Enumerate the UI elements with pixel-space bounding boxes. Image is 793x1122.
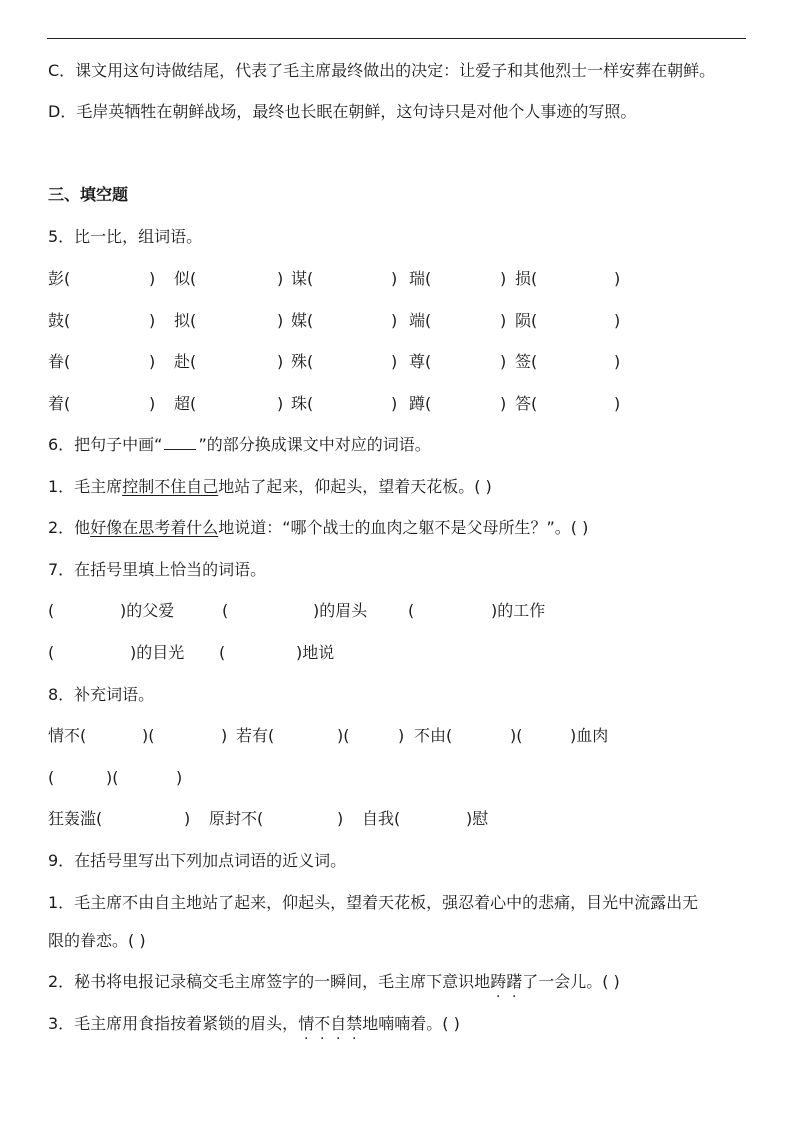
q5-char-r4c4: 蹲( — [409, 394, 432, 413]
q5-char-r3c3: 殊( — [291, 352, 314, 371]
q5-char-r2c2: 拟( — [174, 311, 197, 330]
q6-title-pre: 6．把句子中画“ — [48, 435, 163, 454]
q5-char-r1c2: 似( — [174, 269, 197, 288]
q6-s1-post: 地站了起来，仰起头，望着天花板。( ) — [218, 477, 492, 496]
q5-char-r3c1: 眷( — [48, 352, 71, 371]
q5-close-r2c4: ) — [500, 311, 507, 330]
q8-r3-a: 狂轰滥( — [48, 809, 103, 828]
q6-title-post: ”的部分换成课文中对应的词语。 — [198, 435, 431, 454]
q9-sentence-1a: 1．毛主席不由自主地站了起来，仰起头，望着天花板，强忍着心中的悲痛，目光中流露出无 — [48, 893, 699, 912]
q5-close-r3c1: ) — [149, 352, 156, 371]
q8-r2-a: ( — [48, 768, 55, 787]
q8-r1-g: 不由( — [414, 726, 453, 745]
q5-close-r2c2: ) — [277, 311, 284, 330]
q7-r2-item-1: )的目光 — [130, 643, 185, 662]
q5-close-r2c1: ) — [149, 311, 156, 330]
q8-r1-c: ) — [221, 726, 228, 745]
q7-r1-item-3: )的工作 — [491, 601, 546, 620]
q9-s2-dotted-2: 躇 — [506, 972, 523, 991]
q8-title: 8．补充词语。 — [48, 685, 155, 704]
top-rule — [47, 38, 746, 39]
q5-close-r4c2: ) — [277, 394, 284, 413]
q8-r1-d: 若有( — [236, 726, 275, 745]
q8-r2-c: ) — [176, 768, 183, 787]
q5-char-r1c4: 瑞( — [409, 269, 432, 288]
q5-char-r3c4: 尊( — [409, 352, 432, 371]
q7-r2-item-2: )地说 — [296, 643, 335, 662]
q9-s3-dotted-3: 自 — [330, 1014, 347, 1033]
q9-s2-post: 了一会儿。( ) — [522, 972, 620, 991]
q7-r1-open-2: ( — [222, 601, 229, 620]
q5-char-r3c2: 赴( — [174, 352, 197, 371]
q5-char-r2c4: 端( — [409, 311, 432, 330]
q6-s2-pre: 2．他 — [48, 518, 91, 537]
q7-r1-open-3: ( — [408, 601, 415, 620]
q5-close-r2c3: ) — [391, 311, 398, 330]
q5-close-r4c4: ) — [500, 394, 507, 413]
q9-sentence-3 — [48, 1014, 460, 1034]
q8-r1-b: )( — [142, 726, 155, 745]
q5-close-r3c2: ) — [277, 352, 284, 371]
q5-char-r3c5: 签( — [515, 352, 538, 371]
q9-s3-pre: 3．毛主席用食指按着紧锁的眉头， — [48, 1014, 299, 1033]
q6-s2-post: 地说道：“哪个战士的血肉之躯不是父母所生？”。( ) — [218, 518, 589, 537]
q6-s1-pre: 1．毛主席 — [48, 477, 123, 496]
q7-r1-item-2: )的眉头 — [313, 601, 368, 620]
q5-close-r1c3: ) — [391, 269, 398, 288]
q8-r1-f: ) — [398, 726, 405, 745]
q5-char-r4c1: 着( — [48, 394, 71, 413]
q9-s2-dotted-1: 踌 — [490, 972, 507, 991]
q5-char-r2c5: 陨( — [515, 311, 538, 330]
q5-close-r2c5: ) — [614, 311, 621, 330]
q5-close-r3c5: ) — [614, 352, 621, 371]
q7-r2-open-2: ( — [219, 643, 226, 662]
q8-r2-b: )( — [106, 768, 119, 787]
q5-char-r4c3: 珠( — [291, 394, 314, 413]
q6-sentence-1 — [48, 477, 492, 497]
q5-close-r1c1: ) — [149, 269, 156, 288]
q8-r3-c: 原封不( — [209, 809, 264, 828]
underline-sample — [164, 435, 196, 450]
q7-r1-item-1: )的父爱 — [120, 601, 175, 620]
q5-char-r2c1: 鼓( — [48, 311, 71, 330]
q5-char-r1c1: 彭( — [48, 269, 71, 288]
q8-r3-b: ) — [184, 809, 191, 828]
q8-r1-e: )( — [337, 726, 350, 745]
q9-s3-dotted-2: 不 — [314, 1014, 331, 1033]
q8-r3-f: )慰 — [466, 809, 489, 828]
q8-r3-d: ) — [337, 809, 344, 828]
q9-sentence-2 — [48, 972, 620, 992]
q5-close-r1c2: ) — [277, 269, 284, 288]
q5-char-r4c2: 超( — [174, 394, 197, 413]
q5-char-r2c3: 媒( — [291, 311, 314, 330]
q9-sentence-1b: 限的眷恋。( ) — [48, 931, 146, 950]
q7-r2-open-1: ( — [48, 643, 55, 662]
q8-r3-e: 自我( — [362, 809, 401, 828]
q5-char-r1c5: 损( — [515, 269, 538, 288]
q5-close-r4c1: ) — [149, 394, 156, 413]
q9-s2-pre: 2．秘书将电报记录稿交毛主席签字的一瞬间，毛主席下意识地 — [48, 972, 491, 991]
q8-r1-h: )( — [510, 726, 523, 745]
q5-close-r4c5: ) — [614, 394, 621, 413]
q7-title: 7．在括号里填上恰当的词语。 — [48, 560, 267, 579]
option-d: D．毛岸英牺牲在朝鲜战场，最终也长眠在朝鲜，这句诗只是对他个人事迹的写照。 — [48, 102, 637, 121]
q5-close-r3c4: ) — [500, 352, 507, 371]
q5-close-r3c3: ) — [391, 352, 398, 371]
section-title: 三、填空题 — [48, 185, 129, 204]
q8-r1-a: 情不( — [48, 726, 87, 745]
q6-title — [48, 435, 431, 455]
q5-char-r4c5: 答( — [515, 394, 538, 413]
q6-s1-underlined: 控制不住自己 — [122, 477, 219, 496]
q9-s3-dotted-1: 情 — [298, 1014, 315, 1033]
q7-r1-open-1: ( — [48, 601, 55, 620]
q6-sentence-2 — [48, 518, 588, 538]
q5-title: 5．比一比，组词语。 — [48, 227, 203, 246]
q9-title: 9．在括号里写出下列加点词语的近义词。 — [48, 851, 347, 870]
option-c: C．课文用这句诗做结尾，代表了毛主席最终做出的决定：让爱子和其他烈士一样安葬在朝鲜。 — [48, 61, 716, 80]
q9-s3-dotted-4: 禁 — [346, 1014, 363, 1033]
q5-close-r4c3: ) — [391, 394, 398, 413]
q6-s2-underlined: 好像在思考着什么 — [90, 518, 219, 537]
q5-close-r1c4: ) — [500, 269, 507, 288]
q8-r1-i: )血肉 — [570, 726, 609, 745]
q5-char-r1c3: 谋( — [291, 269, 314, 288]
q5-close-r1c5: ) — [614, 269, 621, 288]
q9-s3-post: 地喃喃着。( ) — [362, 1014, 460, 1033]
